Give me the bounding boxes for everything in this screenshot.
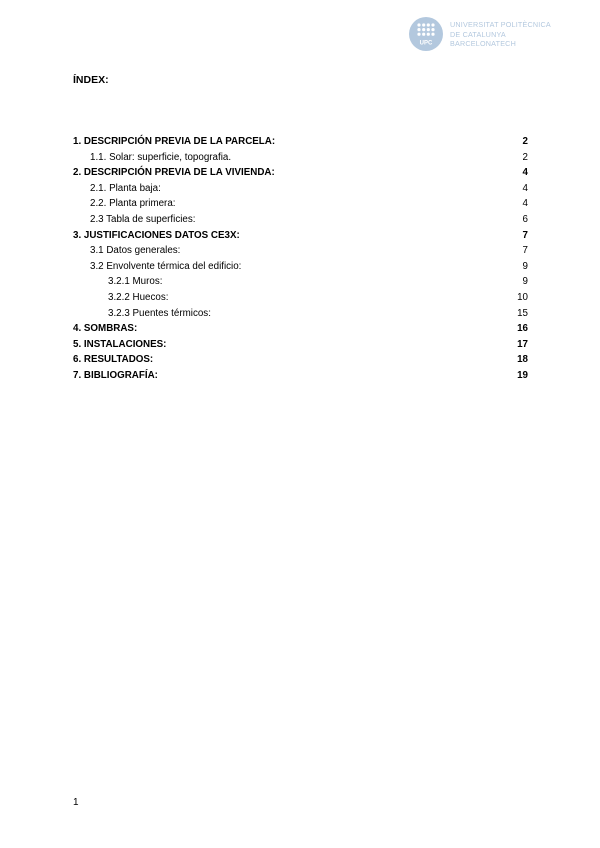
toc-entry[interactable] — [73, 290, 528, 306]
logo-line: DE CATALUNYA — [450, 29, 506, 39]
toc-entry[interactable] — [73, 352, 528, 368]
toc-entry[interactable] — [73, 196, 528, 212]
toc-entry-title: 1.1. Solar: superficie, topografia. — [90, 151, 232, 163]
logo-line: UNIVERSITAT POLITÈCNICA — [450, 20, 551, 29]
toc-entry[interactable] — [73, 259, 528, 275]
toc-entry-page: 16 — [517, 323, 528, 335]
toc-entry[interactable] — [73, 228, 528, 244]
table-of-contents — [73, 134, 528, 384]
toc-entry-page: 4 — [522, 198, 528, 210]
toc-entry-title: 5. INSTALACIONES: — [73, 338, 167, 350]
toc-entry-page: 19 — [517, 369, 528, 381]
toc-entry-page: 7 — [522, 245, 528, 257]
toc-entry[interactable] — [73, 321, 528, 337]
toc-entry-page: 2 — [522, 151, 528, 163]
toc-entry-page: 9 — [522, 276, 528, 288]
toc-entry-page: 4 — [522, 167, 528, 179]
toc-entry[interactable] — [73, 165, 528, 181]
toc-entry-title: 2.1. Planta baja: — [90, 182, 161, 194]
toc-entry-title: 3. JUSTIFICACIONES DATOS CE3X: — [73, 229, 240, 241]
toc-entry-page: 17 — [517, 338, 528, 350]
toc-entry-title: 3.2.1 Muros: — [108, 276, 163, 288]
toc-entry-title: 6. RESULTADOS: — [73, 354, 154, 366]
logo-line: BARCELONATECH — [450, 39, 516, 48]
toc-entry[interactable] — [73, 150, 528, 166]
toc-entry-page: 9 — [522, 260, 528, 272]
toc-entry-page: 2 — [522, 136, 528, 147]
toc-entry-page: 15 — [517, 307, 528, 319]
logo-text — [450, 20, 551, 49]
page-number: 1 — [73, 797, 79, 808]
toc-entry[interactable] — [73, 368, 528, 384]
toc-entry-title: 3.2.2 Huecos: — [108, 291, 169, 303]
index-title: ÍNDEX: — [73, 74, 109, 86]
toc-entry-title: 2. DESCRIPCIÓN PREVIA DE LA VIVIENDA: — [73, 167, 275, 179]
toc-entry-title: 3.2 Envolvente térmica del edificio: — [90, 260, 242, 272]
toc-entry-title: 3.1 Datos generales: — [90, 245, 181, 257]
toc-entry-title: 2.2. Planta primera: — [90, 198, 176, 210]
toc-entry-page: 6 — [522, 213, 528, 225]
toc-entry-page: 7 — [522, 229, 528, 241]
toc-entry-title: 7. BIBLIOGRAFÍA: — [73, 369, 158, 381]
logo-badge-text: UPC — [419, 40, 433, 47]
toc-entry-page: 18 — [517, 354, 528, 366]
toc-entry-title: 1. DESCRIPCIÓN PREVIA DE LA PARCELA: — [73, 136, 276, 147]
toc-entry[interactable] — [73, 134, 528, 150]
toc-entry-title: 4. SOMBRAS: — [73, 323, 138, 335]
toc-entry-page: 10 — [517, 291, 528, 303]
toc-entry-page: 4 — [522, 182, 528, 194]
toc-entry-title: 2.3 Tabla de superficies: — [90, 213, 196, 225]
toc-entry-title: 3.2.3 Puentes térmicos: — [108, 307, 211, 319]
upc-logo — [409, 17, 579, 55]
toc-entry[interactable] — [73, 306, 528, 322]
toc-entry[interactable] — [73, 274, 528, 290]
upc-logo-icon — [409, 17, 443, 51]
toc-entry[interactable] — [73, 181, 528, 197]
toc-entry[interactable] — [73, 337, 528, 353]
toc-entry[interactable] — [73, 212, 528, 228]
toc-entry[interactable] — [73, 243, 528, 259]
